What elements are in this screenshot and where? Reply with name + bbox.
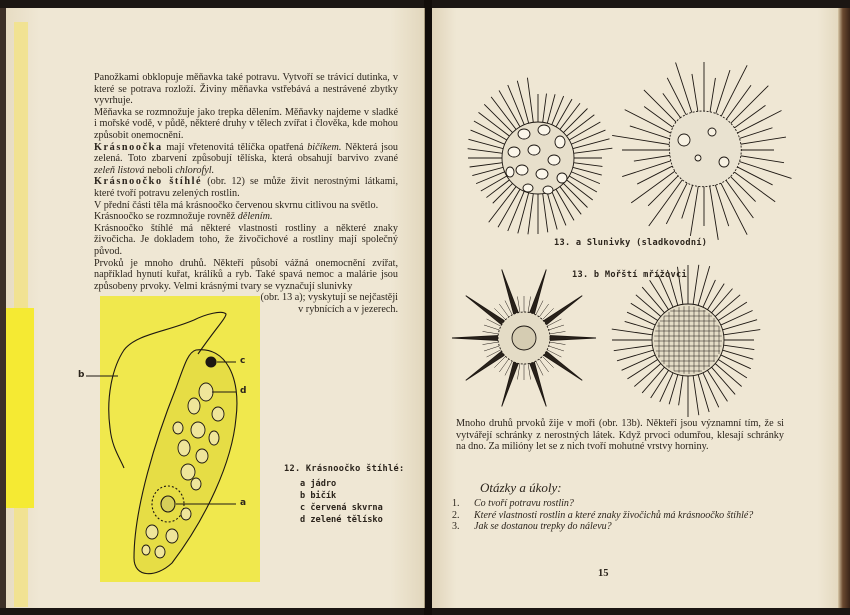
ray-line: [568, 148, 613, 154]
label-b: b: [78, 370, 85, 380]
spine: [466, 349, 508, 381]
spine: [540, 349, 582, 381]
ray-line: [696, 266, 709, 311]
term-delenim: dělením.: [237, 211, 273, 223]
ray-line: [692, 265, 699, 311]
figure-13a-caption: 13. a Slunivky (sladkovodní): [554, 238, 708, 248]
ray-line: [614, 344, 659, 350]
ray-line: [708, 178, 718, 240]
questions-list: [452, 498, 772, 533]
ray-line: [696, 369, 709, 412]
text-span: v rybnících a v jezerech.: [298, 303, 398, 315]
ray-line: [518, 187, 530, 233]
question-item: [452, 510, 772, 522]
text-span: Některá jsou zelená. Toto zbarvení způsobují tělíska, která obsahují barvivo zvané: [94, 141, 399, 165]
ray-line: [612, 329, 659, 336]
question-text: Které vlastnosti rostlin a které znaky živočichů má krásnoočko štíhlé?: [474, 509, 754, 521]
question-number: 2.: [452, 509, 460, 521]
figure-13b-caption: 13. b Mořští mřížovci: [572, 270, 687, 280]
ray-line: [550, 331, 566, 334]
question-item: [452, 498, 772, 510]
term-bicik: bičíkem.: [307, 141, 342, 153]
paragraph-amoeba-reproduction: Měňavka se rozmnožuje jako trepka dělením. Měňavky najdeme v sladké i mořské vodě, v půdě, některé druhy v tělech zvířat i člověka, kde mohou způsobit onemocnění.: [94, 106, 398, 141]
ray-line: [483, 331, 499, 334]
paragraph-plant-animal: Krásnoočko štíhlé má některé vlastnosti rostliny a některé znaky živočicha. Je dokladem toho, že živočichové a rostliny mají společný původ.: [94, 222, 398, 257]
euglena-drawing: [76, 288, 336, 588]
paragraph-amoeba-food: Panožkami obklopuje měňavka také potravu. Vytvoří se trávicí dutinka, v které se potrava rozloží. Živiny měňavka vstřebává a nestrávené zbytky vyvrhuje.: [94, 72, 398, 107]
term-chlorofyl: chlorofyl.: [175, 164, 215, 176]
paragraph-euglena-viridis: [94, 176, 398, 199]
ray-line: [483, 342, 499, 345]
ray-line: [567, 139, 610, 150]
ray-line: [617, 348, 659, 360]
ray-line: [508, 85, 527, 130]
text-span: (obr. 13 a); vyskytují se nejčastěji: [260, 292, 398, 304]
ray-line: [484, 325, 499, 330]
ray-line: [528, 297, 531, 313]
radiolarian-lattice: [612, 265, 760, 417]
question-text: Co tvoří potravu rostlin?: [474, 498, 574, 509]
book-right-edge: [838, 8, 850, 608]
questions-title: Otázky a úkoly:: [480, 480, 562, 495]
ray-line: [528, 188, 534, 235]
page-number: 15: [598, 568, 609, 579]
spine: [540, 296, 582, 328]
spine: [466, 296, 508, 328]
yellow-page-tab: [6, 308, 34, 508]
ray-line: [517, 364, 520, 380]
right-page: [432, 8, 838, 608]
label-a: a: [240, 498, 247, 508]
left-page: [6, 8, 425, 608]
legend-item: d zelené tělísko: [300, 515, 383, 525]
ray-line: [542, 188, 548, 233]
text-span: Prvoků je mnoho druhů. Někteří působí vážná onemocnění zvířat, například hynutí kuřat, králíků a ryb. Také spavá nemoc a malárie jsou způsobeny prvoky. Velmi krásnými tvary se vyznačují slunivky: [94, 257, 398, 292]
ray-line: [517, 297, 520, 313]
ray-line: [528, 364, 531, 380]
text-span: Krásnoočko se rozmnožuje rovněž: [94, 211, 236, 223]
ray-line: [549, 346, 564, 351]
radiolarian-star: [452, 270, 596, 407]
radiolaria-drawings: [432, 8, 838, 408]
paragraph-red-spot: V přední části těla má krásnoočko červenou skvrnu citlivou na světlo.: [94, 199, 379, 211]
term-krasnoocka: Krásnoočka: [94, 141, 163, 153]
heliozoa-2: [612, 62, 791, 240]
legend-item: b bičík: [300, 491, 337, 501]
question-text: Jak se dostanou trepky do nálevu?: [474, 521, 612, 532]
question-item: [452, 521, 772, 533]
figure-12-caption: 12. Krásnoočko štíhlé:: [284, 464, 405, 474]
ray-line: [612, 135, 676, 145]
label-d: d: [240, 386, 247, 396]
legend-item: c červená skvrna: [300, 503, 383, 513]
term-zelen-listova: zeleň listová: [94, 164, 145, 176]
book-gutter: [424, 0, 432, 615]
paragraph-euglena: [94, 142, 398, 177]
ray-line: [508, 186, 527, 231]
question-number: 1.: [452, 498, 460, 509]
text-span: neboli: [147, 164, 173, 176]
ray-line: [517, 81, 530, 129]
text-span: (obr. 12) se může živit nerostnými látkami, které tvoří potravu zelených rostlin.: [94, 176, 399, 199]
label-c: c: [240, 356, 246, 366]
term-krasnoocko-stihle: Krásnoočko štíhlé: [94, 176, 203, 188]
text-span: mají vřetenovitá tělíčka opatřená: [166, 141, 304, 153]
ray-line: [484, 346, 499, 351]
heliozoa-1: [468, 78, 613, 235]
paragraph-division: [94, 211, 398, 223]
right-paragraph: Mnoho druhů prvoků žije v moři (obr. 13b). Někteří jsou významní tím, že si vytvářejí schránky z nerostných látek. Když prvoci odumřou, klesají schránky na dno. Za milióny let se z nich tvoří mohutné vrstvy horniny.: [456, 418, 784, 453]
ray-line: [549, 325, 564, 330]
ray-line: [692, 370, 699, 416]
ray-line: [550, 342, 566, 345]
left-body-text: [94, 72, 398, 315]
legend-item: a jádro: [300, 479, 337, 489]
question-number: 3.: [452, 521, 460, 532]
ray-line: [717, 175, 747, 235]
figure-12-legend: [300, 478, 383, 526]
